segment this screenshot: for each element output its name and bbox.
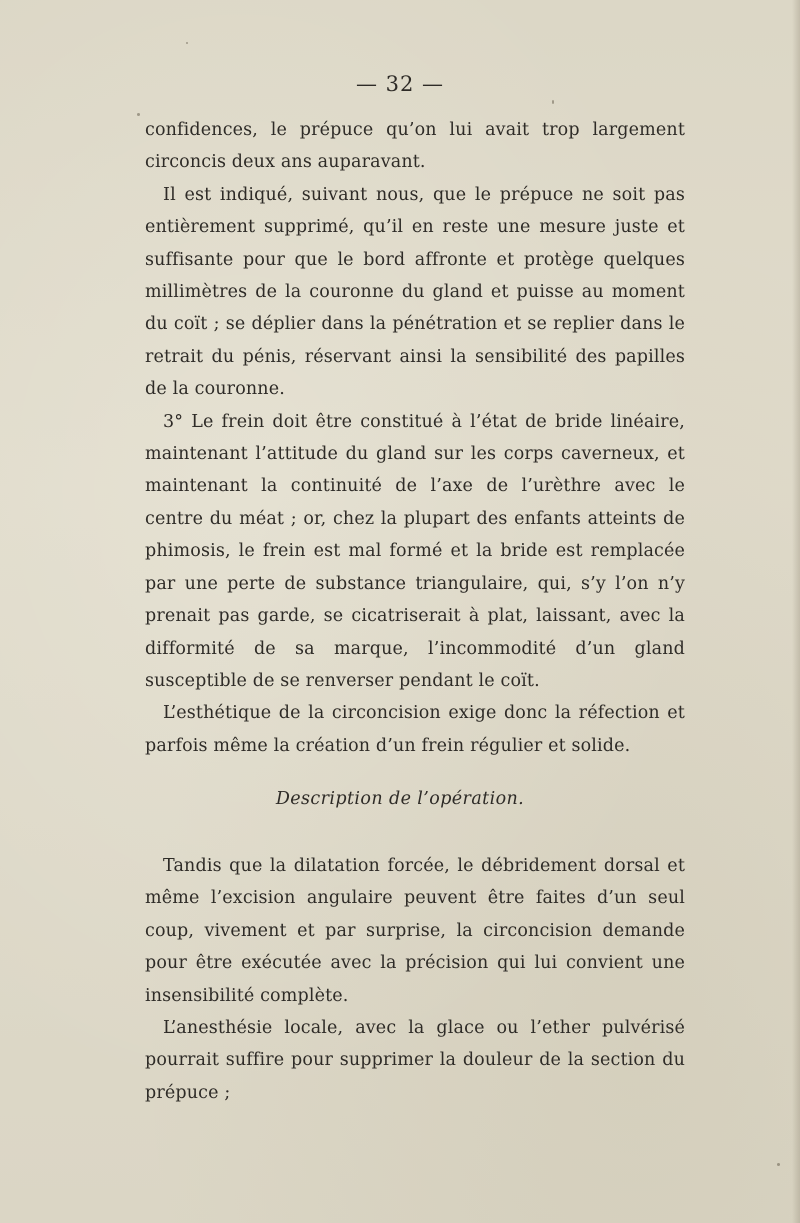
body-text-upper <box>145 114 685 762</box>
paragraph-esthetique: L’esthétique de la circoncision exige donc la réfection et parfois même la création d’un frein régulier et solide. <box>145 703 685 756</box>
paper-speck <box>137 113 140 116</box>
paper-speck <box>186 42 188 44</box>
paragraph-confidences: confidences, le prépuce qu’on lui avait trop largement circoncis deux ans auparavant. <box>145 120 685 173</box>
paragraph-frein: 3° Le frein doit être constitué à l’état de bride linéaire, maintenant l’attitude du gland sur les corps caverneux, et maintenant la continuité de l’axe de l’urèthre avec le centre du méat ; or, chez la plupart des enfants atteints de phimosis, le frein est mal formé et la bride est remplacée par une perte de substance triangulaire, qui, s’y l’on n’y prenait pas garde, se cicatriserait à plat, laissant, avec la difformité de sa marque, l’incommodité d’un gland susceptible de se renverser pendant le coït. <box>145 411 685 691</box>
paragraph-dilatation: Tandis que la dilatation forcée, le débridement dorsal et même l’excision angulaire peuvent être faites d’un seul coup, vivement et par surprise, la circoncision demande pour être exécutée avec la précision qui lui convient une insensibilité complète. <box>145 856 685 1006</box>
page-edge-shadow <box>792 0 800 1223</box>
body-text-lower <box>145 850 685 1109</box>
paragraph-prepuce-indication: Il est indiqué, suivant nous, que le prépuce ne soit pas entièrement supprimé, qu’il en reste une mesure juste et suffisante pour que le bord affronte et protège quelques millimètres de la couronne du gland et puisse au moment du coït ; se déplier dans la pénétration et se replier dans le retrait du pénis, réservant ainsi la sensibilité des papilles de la couronne. <box>145 184 685 400</box>
paper-speck <box>552 100 554 104</box>
page-number: — 32 — <box>355 72 445 96</box>
paragraph-anesthesie: L’anesthésie locale, avec la glace ou l’ether pulvérisé pourrait suffire pour supprimer la douleur de la section du prépuce ; <box>145 1018 685 1103</box>
paper-speck <box>777 1163 780 1166</box>
section-heading-description: Description de l’opération. <box>275 789 525 809</box>
